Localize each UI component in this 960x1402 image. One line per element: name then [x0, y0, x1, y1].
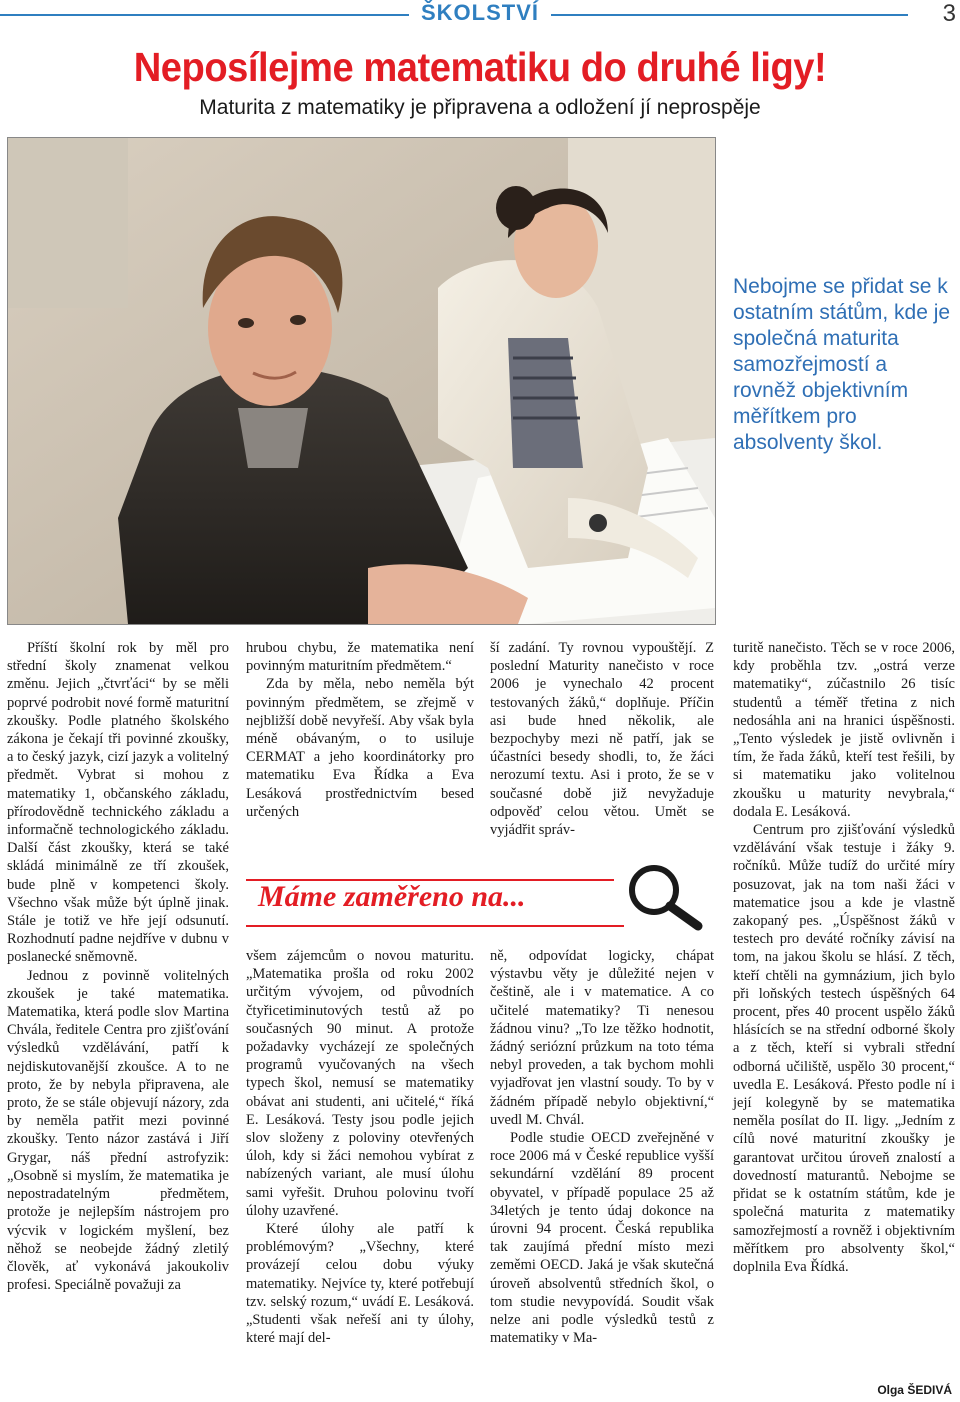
paragraph: Zda by měla, nebo neměla být povinným předmětem, se zřejmě v nejbližší době nevyřeší. Aby však byla méně obávaným, o to usiluje CERMAT a jeho koordinátorky pro matematiku Eva Řídka a Eva Lesáková prostřednictvím besed určených [246, 676, 474, 820]
column-3-bottom [490, 947, 714, 1347]
section-label-text: ŠKOLSTVÍ [409, 0, 551, 25]
paragraph: turitě nanečisto. Těch se v roce 2006, kdy proběhla tzv. „ostrá verze matematiky“, zúčastnilo 26 tisíc studentů a téměř třetina z nich nedosáhla ani na hranici úspěšnosti. „Tento výsledek je jistě ovlivněn i tím, že řada žáků, kteří test řešili, by si matematiku jako volitelnou zkoušku u maturity nevybrala,“ dodala E. Lesáková. [733, 640, 955, 820]
page-number: 3 [935, 0, 956, 28]
paragraph: všem zájemcům o novou maturitu. „Matematika prošla od roku 2002 určitým vývojem, od původních čtyřicetiminutových testů až po současných 90 minut. A protože požadavky vycházejí ze společných programů vyučovaných na všech typech škol, nemusí se matematiky obávat ani studenti, ani učitelé,“ říká E. Lesáková. Testy jsou podle jejich slov složeny z poloviny otevřených úloh, kdy si žáci nemohou vybírat z nabízených variant, ale musí úlohu sami vyřešit. Druhou polovinu tvoří úlohy uzavřené. [246, 948, 474, 1219]
photo-illustration [8, 138, 715, 624]
column-3-top [490, 639, 714, 839]
paragraph: Centrum pro zjišťování výsledků vzdělávání však testuje i žáky 9. ročníků. Může tudíž do určité míry posuzovat, jak na tom naši žáci v matematice jsou a kde je vlastně zakopaný pes. „Úspěšnost žáků v testech pro deváté ročníky závisí na tom, na jakou školu se hlásí. Z těch, kteří chtěli na gymnázium, jich bylo při loňských testech úspěšných 64 procent, přes 40 procent uspělo žáků hlásících se na střední odborné školy a z těch, kteří si vybrali střední odborná učiliště, uspělo 30 procent,“ uvedla E. Lesáková. Přesto podle ní i její kolegyně by se matematika neměla posílat do II. ligy. „Jedním z cílů nové maturitní zkoušky je garantovat určitou úroveň znalostí a dovedností maturantů. Nebojme se přidat se k ostatním státům, kde je společná maturita z matematiky samozřejmostí a rovněž i objektivním měřítkem pro absolventy škol,“ doplnila Eva Řídká. [733, 822, 955, 1275]
column-4 [733, 639, 955, 1276]
byline: Olga ŠEDIVÁ [877, 1383, 952, 1397]
paragraph: Podle studie OECD zveřejněné v roce 2006 má v České republice vyšší sekundární vzdělání 89 procent obyvatel, v případě populace 25 až 34letých je tento údaj dokonce na úrovni 94 procent. Česká republika tak zaujímá přední místo mezi zeměmi OECD. Jaká je však skutečná úroveň absolventů středních škol, o tom studie nevypovídá. Soudit však nelze ani podle výsledků testů z matematiky v Ma- [490, 1130, 714, 1347]
banner-title: Máme zaměřeno na... [258, 880, 526, 913]
column-1 [7, 639, 229, 1294]
paragraph: ší zadání. Ty rovnou vypouštějí. Z poslední Maturity nanečisto v roce 2006 je vynechalo 42 procent testovaných žáků,“ doplňuje. Příčin asi bude hned několik, ale bezpochyby mezi ně patří, jak se účastníci besedy shodli, to, že žáci nerozumí textu. Asi i proto, že se v současné době již nevyžaduje odpověď celou větou. Umět se vyjádřit správ- [490, 640, 714, 839]
magnifier-icon [612, 862, 708, 932]
article-photo [7, 137, 716, 625]
section-label [0, 0, 960, 26]
subheadline: Maturita z matematiky je připravena a odložení jí neprospěje [199, 96, 761, 119]
headline: Neposílejme matematiku do druhé ligy! [133, 44, 827, 90]
paragraph: ně, odpovídat logicky, chápat výstavbu věty je důležité nejen v češtině, ale i v matematice. A co učitelé matematiky? Ti nenesou žádnou vinu? „To lze těžko hodnotit, žádný seriózní průzkum na toto téma nebyl proveden, a tak bychom mohli vyjadřovat jen vlastní soudy. To by v žádném případě nebylo objektivní,“ uvedl M. Chvál. [490, 948, 714, 1128]
paragraph: Jednou z povinně volitelných zkoušek je také matematika. Matematika, která podle slov Martina Chvála, ředitele Centra pro zjišťování výsledků vzdělávání, patří k nejdiskutovanější zkoušce. A to ne proto, že by nebyla připravena, ale proto, že se stále objevují názory, zda by neměla patřit mezi povinné zkoušky. Tento názor zastává i Jiří Grygar, náš přední astrofyzik: „Osobně si myslím, že matematika je nepostradatelným předmětem, protože je nejlepším nástrojem pro výcvik v logickém myšlení, bez něhož se neobejde žádný zletilý člověk, ať vykonává jakoukoliv profesi. Speciálně považuji za [7, 967, 229, 1294]
column-2-bottom [246, 947, 474, 1347]
paragraph: hrubou chybu, že matematika není povinným maturitním předmětem.“ [246, 640, 474, 675]
column-2-top [246, 639, 474, 821]
pull-quote: Nebojme se přidat se k ostatním státům, kde je společná maturita samozřejmostí a rovněž objektivním měřítkem pro absolventy škol. [733, 275, 951, 454]
paragraph: Které úlohy ale patří k problémovým? „Všechny, které provázejí celou dobu výuky matematiky. Nejvíce ty, které potřebují tzv. selský rozum,“ uvádí E. Lesáková. „Studenti však neřeší ani ty úlohy, které mají del- [246, 1221, 474, 1347]
paragraph: Příští školní rok by měl pro střední školy znamenat velkou změnu. Jejich „čtvrťáci“ by se měli poprvé podrobit nové formě maturitní zkoušky. Podle platného školského zákona je čekají tři povinné zkoušky, a to český jazyk, cizí jazyk a volitelný předmět. Vybrat si mohou z matematiky 1, občanského základu, přírodovědně technického základu a informačně technologického základu. Další část zkoušky, která se také skládá minimálně ze tří zkoušek, bude plně v kompetenci školy. Všechno však může být úplně jinak. Stále je totiž ve hře její odsunutí. Rozhodnutí padne nejdříve v dubnu v poslanecké sněmovně. [7, 640, 229, 966]
